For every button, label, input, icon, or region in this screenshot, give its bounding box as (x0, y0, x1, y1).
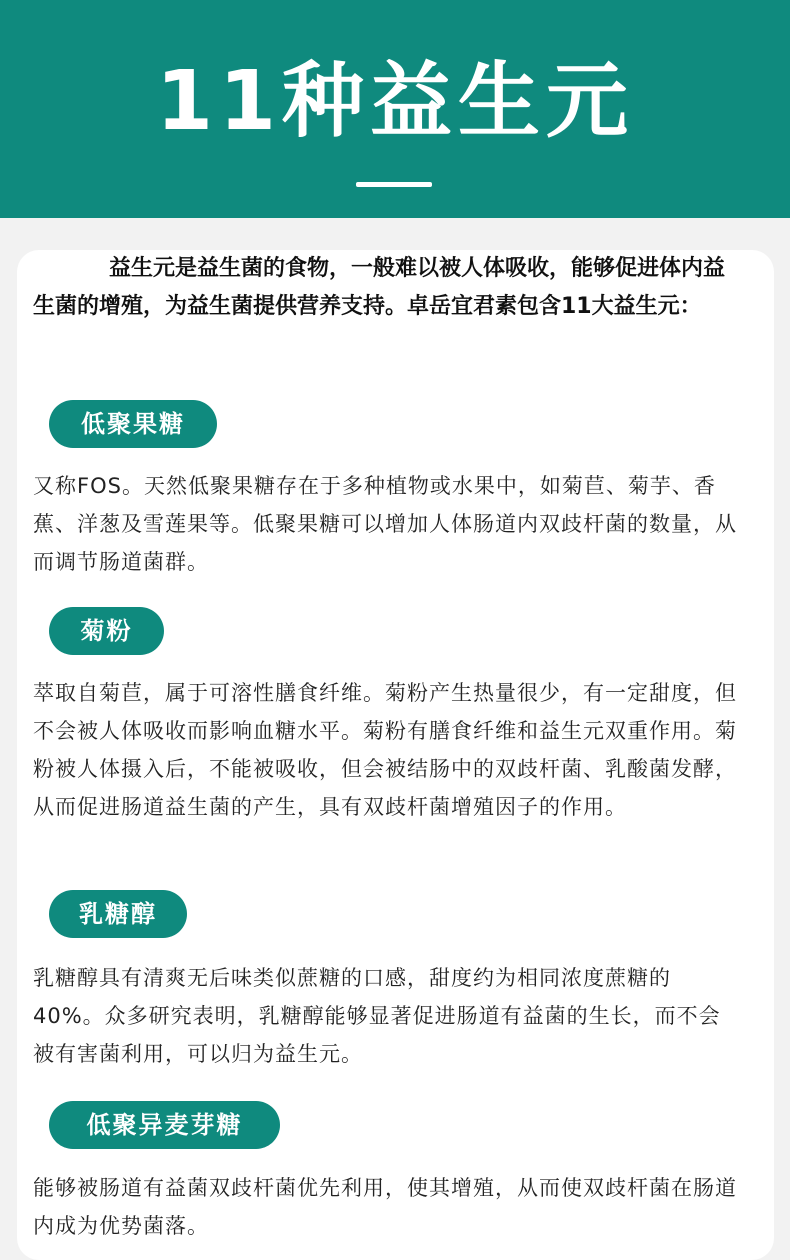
section-text-fos: 又称FOS。天然低聚果糖存在于多种植物或水果中，如菊苣、菊芋、香蕉、洋葱及雪莲果等。低聚果糖可以增加人体肠道内双歧杆菌的数量，从而调节肠道菌群。 (33, 474, 737, 574)
title-underline (356, 182, 432, 187)
header-banner (0, 0, 790, 218)
section-label-lactitol: 乳糖醇 (49, 890, 187, 938)
section-text-lactitol: 乳糖醇具有清爽无后味类似蔗糖的口感，甜度约为相同浓度蔗糖的40%。众多研究表明，乳糖醇能够显著促进肠道有益菌的生长，而不会被有害菌利用，可以归为益生元。 (33, 966, 721, 1066)
section-label-inulin: 菊粉 (49, 607, 164, 655)
section-text-inulin: 萃取自菊苣，属于可溶性膳食纤维。菊粉产生热量很少，有一定甜度，但不会被人体吸收而影响血糖水平。菊粉有膳食纤维和益生元双重作用。菊粉被人体摄入后，不能被吸收，但会被结肠中的双歧杆菌、乳酸菌发酵，从而促进肠道益生菌的产生，具有双歧杆菌增殖因子的作用。 (33, 681, 737, 819)
section-text-imo: 能够被肠道有益菌双歧杆菌优先利用，使其增殖，从而使双歧杆菌在肠道内成为优势菌落。 (33, 1176, 737, 1238)
section-label-imo: 低聚异麦芽糖 (49, 1101, 280, 1149)
section-label-fos: 低聚果糖 (49, 400, 217, 448)
intro-paragraph: 益生元是益生菌的食物，一般难以被人体吸收，能够促进体内益生菌的增殖，为益生菌提供营养支持。卓岳宜君素包含11大益生元： (33, 256, 726, 319)
page-title: 11种益生元 (155, 54, 635, 149)
